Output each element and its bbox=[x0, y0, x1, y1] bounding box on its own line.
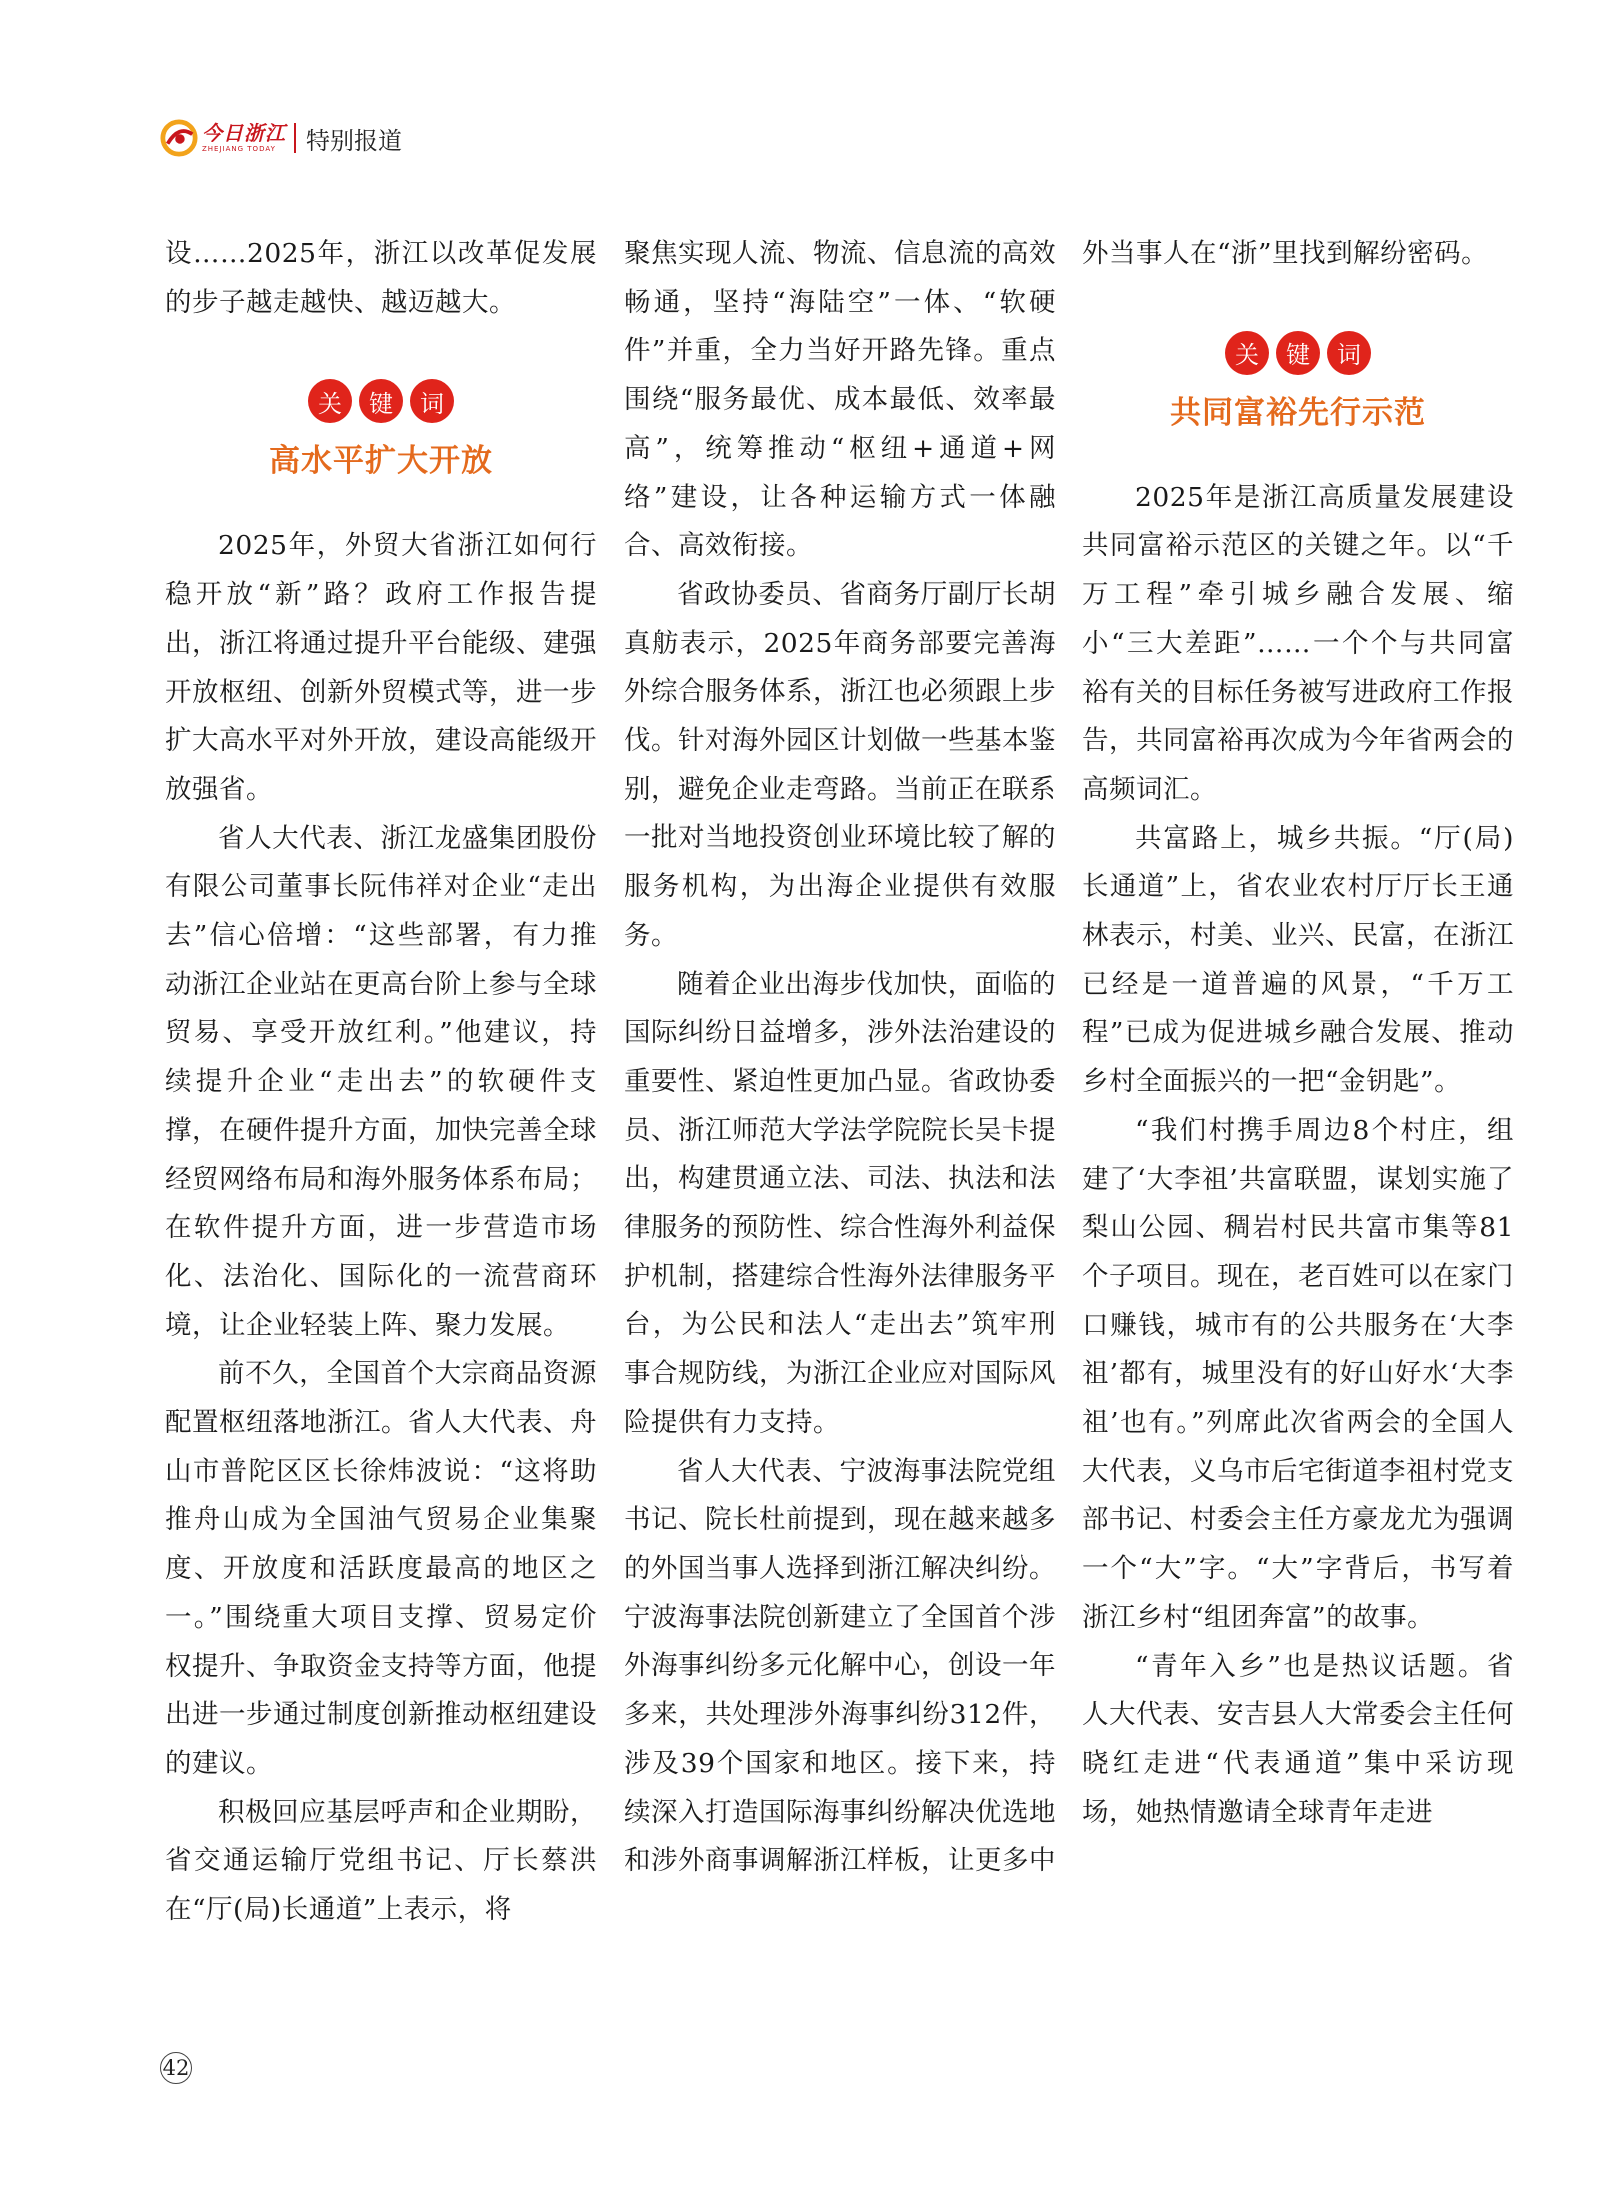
keyword-title: 高水平扩大开放 bbox=[269, 443, 493, 480]
page-number: 42 bbox=[160, 2052, 192, 2084]
paragraph: 聚焦实现人流、物流、信息流的高效畅通，坚持“海陆空”一体、“软硬件”并重，全力当好开路先锋。重点围绕“服务最优、成本最低、效率最高”，统筹推动“枢纽+通道+网络”建设，让各种运输方式一体融合、高效衔接。 bbox=[624, 238, 1056, 562]
column-2 bbox=[624, 230, 1056, 1886]
paragraph: 省政协委员、省商务厅副厅长胡真舫表示，2025年商务部要完善海外综合服务体系，浙江也必须跟上步伐。针对海外园区计划做一些基本鉴别，避免企业走弯路。当前正在联系一批对当地投资创业环境比较了解的服务机构，为出海企业提供有效服务。 bbox=[624, 578, 1056, 951]
keyword-badge: 关 bbox=[308, 379, 352, 423]
keyword-badges bbox=[1082, 331, 1514, 375]
column-3 bbox=[1082, 230, 1514, 1837]
paragraph: 前不久，全国首个大宗商品资源配置枢纽落地浙江。省人大代表、舟山市普陀区区长徐炜波说：“这将助推舟山成为全国油气贸易企业集聚度、开放度和活跃度最高的地区之一。”围绕重大项目支撑、贸易定价权提升、争取资金支持等方面，他提出进一步通过制度创新推动枢纽建设的建议。 bbox=[165, 1358, 597, 1779]
keyword-title: 共同富裕先行示范 bbox=[1170, 394, 1426, 431]
header-divider bbox=[294, 123, 296, 153]
logo-title: 今日浙江 bbox=[202, 121, 286, 145]
keyword-badge: 键 bbox=[1276, 331, 1320, 375]
paragraph: 省人大代表、宁波海事法院党组书记、院长杜前提到，现在越来越多的外国当事人选择到浙江解决纠纷。宁波海事法院创新建立了全国首个涉外海事纠纷多元化解中心，创设一年多来，共处理涉外海事纠纷312件，涉及39个国家和地区。接下来，持续深入打造国际海事纠纷解决优选地和涉外商事调解浙江样板，让更多中 bbox=[624, 1455, 1056, 1877]
paragraph: 共富路上，城乡共振。“厅(局)长通道”上，省农业农村厅厅长王通林表示，村美、业兴、民富，在浙江已经是一道普遍的风景，“千万工程”已成为促进城乡融合发展、推动乡村全面振兴的一把“金钥匙”。 bbox=[1082, 822, 1514, 1098]
paragraph: 随着企业出海步伐加快，面临的国际纠纷日益增多，涉外法治建设的重要性、紧迫性更加凸显。省政协委员、浙江师范大学法学院院长吴卡提出，构建贯通立法、司法、执法和法律服务的预防性、综合性海外利益保护机制，搭建综合性海外法律服务平台，为公民和法人“走出去”筑牢刑事合规防线，为浙江企业应对国际风险提供有力支持。 bbox=[624, 968, 1056, 1438]
paragraph: 省人大代表、浙江龙盛集团股份有限公司董事长阮伟祥对企业“走出去”信心倍增：“这些部署，有力推动浙江企业站在更高台阶上参与全球贸易、享受开放红利。”他建议，持续提升企业“走出去”的软硬件支撑，在硬件提升方面，加快完善全球经贸网络布局和海外服务体系布局；在软件提升方面，进一步营造市场化、法治化、国际化的一流营商环境，让企业轻装上阵、聚力发展。 bbox=[165, 822, 597, 1341]
paragraph: “青年入乡”也是热议话题。省人大代表、安吉县人大常委会主任何晓红走进“代表通道”集中采访现场，她热情邀请全球青年走进 bbox=[1082, 1650, 1514, 1828]
paragraph: 2025年是浙江高质量发展建设共同富裕示范区的关键之年。以“千万工程”牵引城乡融合发展、缩小“三大差距”……一个个与共同富裕有关的目标任务被写进政府工作报告，共同富裕再次成为今年省两会的高频词汇。 bbox=[1082, 481, 1514, 805]
paragraph: 设……2025年，浙江以改革促发展的步子越走越快、越迈越大。 bbox=[165, 238, 597, 318]
magazine-logo bbox=[160, 119, 286, 157]
keyword-heading bbox=[1082, 331, 1514, 432]
keyword-heading bbox=[165, 379, 597, 480]
keyword-badges bbox=[165, 379, 597, 423]
logo-swirl-icon bbox=[160, 119, 198, 157]
paragraph: 外当事人在“浙”里找到解纷密码。 bbox=[1082, 238, 1489, 269]
keyword-badge: 键 bbox=[359, 379, 403, 423]
keyword-badge: 关 bbox=[1225, 331, 1269, 375]
paragraph: 2025年，外贸大省浙江如何行稳开放“新”路？政府工作报告提出，浙江将通过提升平台能级、建强开放枢纽、创新外贸模式等，进一步扩大高水平对外开放，建设高能级开放强省。 bbox=[165, 530, 597, 805]
paragraph: 积极回应基层呼声和企业期盼，省交通运输厅党组书记、厅长蔡洪在“厅(局)长通道”上表示，将 bbox=[165, 1796, 597, 1926]
paragraph: “我们村携手周边8个村庄，组建了‘大李祖’共富联盟，谋划实施了梨山公园、稠岩村民共富市集等81个子项目。现在，老百姓可以在家门口赚钱，城市有的公共服务在‘大李祖’都有，城里没有的好山好水‘大李祖’也有。”列席此次省两会的全国人大代表，义乌市后宅街道李祖村党支部书记、村委会主任方豪龙尤为强调一个“大”字。“大”字背后，书写着浙江乡村“组团奔富”的故事。 bbox=[1082, 1114, 1514, 1633]
section-title: 特别报道 bbox=[306, 126, 402, 155]
keyword-badge: 词 bbox=[410, 379, 454, 423]
logo-subtitle: ZHEJIANG TODAY bbox=[202, 145, 276, 153]
column-1 bbox=[165, 230, 597, 1935]
page-header bbox=[160, 118, 402, 158]
keyword-badge: 词 bbox=[1327, 331, 1371, 375]
